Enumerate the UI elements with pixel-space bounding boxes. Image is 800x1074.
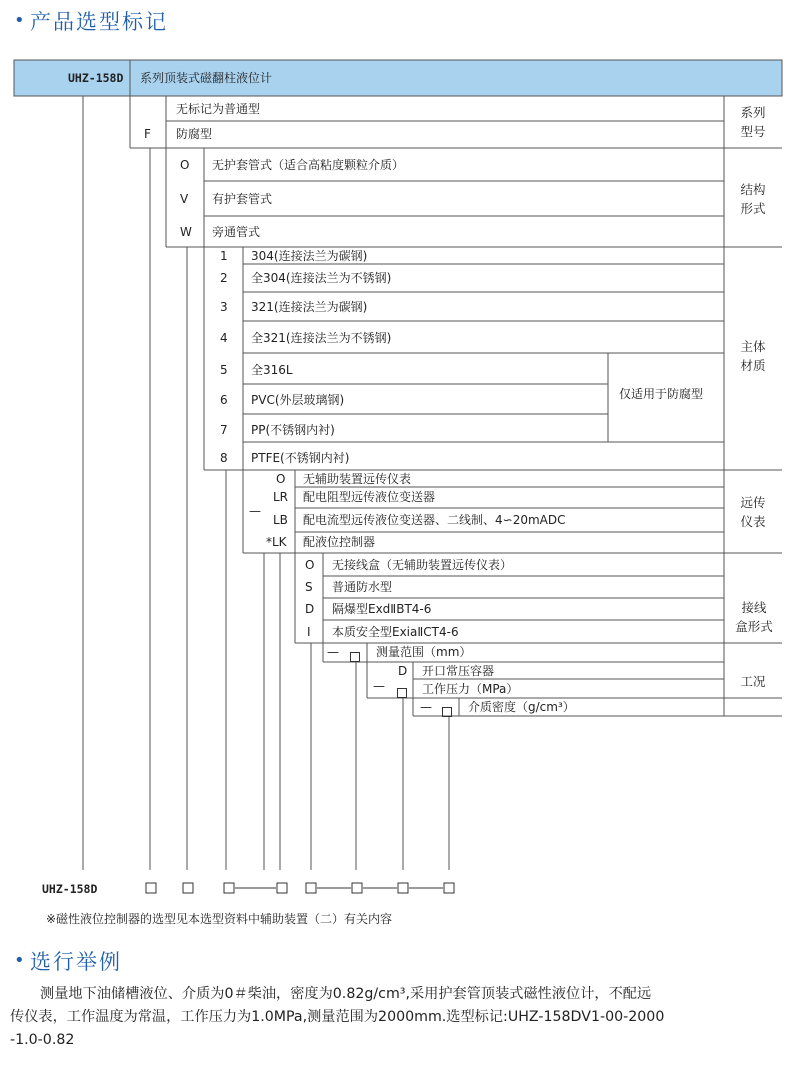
structure-row-text: 有护套管式 [212, 192, 273, 206]
slot-box [183, 883, 193, 893]
section-title-example: 选行举例 [30, 950, 122, 974]
material-anticorrosion-note: 仅适用于防腐型 [619, 387, 704, 401]
model-code-slots [0, 876, 800, 900]
material-row-code: 7 [220, 423, 228, 437]
remote-dash: — [249, 504, 261, 518]
material-row-text: 304(连接法兰为碳钢) [251, 249, 368, 263]
remote-side-label: 远传 仪表 [740, 495, 766, 529]
material-row-code: 4 [220, 331, 228, 345]
junction-row-code: I [307, 625, 311, 639]
condition-row-text: 开口常压容器 [422, 664, 495, 678]
material-row-code: 6 [220, 393, 228, 407]
condition-row-code: D [398, 664, 408, 678]
range-dash: — [327, 645, 339, 659]
junction-row-code: O [305, 558, 315, 572]
material-row-text: 全321(连接法兰为不锈钢) [251, 331, 392, 345]
section-bullet: • [14, 950, 25, 971]
remote-row-code: *LK [266, 535, 287, 549]
condition-dash: — [373, 679, 385, 693]
density-dash: — [420, 700, 432, 714]
structure-row-text: 旁通管式 [212, 225, 261, 239]
slot-box [398, 883, 408, 893]
slot-box [352, 883, 362, 893]
material-row-text: PP(不锈钢内衬) [251, 423, 335, 437]
example-line-2: 传仪表，工作温度为常温，工作压力为1.0MPa,测量范围为2000mm.选型标记:UHZ-158DV1-00-2000 [10, 1009, 665, 1025]
grid-lines [83, 96, 782, 870]
slot-box [277, 883, 287, 893]
remote-row-text: 配电阻型远传液位变送器 [303, 490, 436, 504]
footnote: ※磁性液位控制器的选型见本选型资料中辅助装置（二）有关内容 [46, 912, 393, 926]
material-row-code: 2 [220, 271, 228, 285]
example-line-1: 测量地下油储槽液位、介质为0＃柴油，密度为0.82g/cm³,采用护套管顶装式磁性液位计，不配远 [40, 986, 652, 1002]
section-title-selection: 产品选型标记 [30, 10, 168, 34]
material-row-text: PTFE(不锈钢内衬) [251, 451, 350, 465]
material-side-label: 主体 材质 [740, 339, 766, 373]
material-row-code: 3 [220, 300, 228, 314]
material-row-text: PVC(外层玻璃钢) [251, 393, 345, 407]
material-row-text: 全316L [251, 363, 293, 377]
range-input-box [350, 647, 360, 666]
slot-box [146, 883, 156, 893]
remote-row-text: 配液位控制器 [303, 535, 376, 549]
series-row-text: 防腐型 [176, 127, 213, 141]
remote-row-code: LR [273, 490, 289, 504]
header-bar [14, 60, 782, 96]
header-description: 系列顶装式磁翻柱液位计 [140, 71, 273, 85]
header-model-code: UHZ-158D [68, 71, 124, 85]
series-side-label: 系列 型号 [740, 105, 766, 139]
material-row-code: 5 [220, 363, 228, 377]
structure-row-code: W [180, 225, 192, 239]
remote-row-text: 无辅助装置远传仪表 [303, 472, 412, 486]
junction-row-code: S [305, 580, 313, 594]
condition-side-label: 工况 [740, 674, 766, 689]
structure-side-label: 结构 形式 [740, 182, 766, 216]
remote-row-code: LB [273, 513, 288, 527]
remote-row-code: O [276, 472, 286, 486]
footer-model-code: UHZ-158D [42, 882, 98, 896]
density-text: 介质密度（g/cm³） [468, 700, 575, 714]
junction-row-text: 普通防水型 [332, 580, 393, 594]
example-line-3: -1.0-0.82 [10, 1032, 75, 1048]
section-bullet: • [14, 10, 25, 31]
range-text: 测量范围（mm） [376, 645, 472, 659]
slot-box [306, 883, 316, 893]
structure-row-code: O [180, 158, 190, 172]
junction-side-label: 接线 盒形式 [735, 600, 773, 634]
slot-box [444, 883, 454, 893]
structure-row-code: V [180, 192, 189, 206]
condition-pressure-box [397, 683, 407, 702]
condition-row-text: 工作压力（MPa） [422, 682, 519, 696]
series-row-standard: 无标记为普通型 [176, 102, 261, 116]
junction-row-code: D [305, 602, 315, 616]
slot-box [224, 883, 234, 893]
structure-row-text: 无护套管式（适合高粘度颗粒介质） [212, 158, 405, 172]
junction-row-text: 隔爆型ExdⅡBT4-6 [332, 602, 432, 616]
remote-row-text: 配电流型远传液位变送器、二线制、4∽20mADC [303, 513, 566, 527]
series-row-code: F [144, 127, 151, 141]
junction-row-text: 本质安全型ExiaⅡCT4-6 [332, 625, 459, 639]
material-row-code: 1 [220, 249, 228, 263]
material-row-text: 321(连接法兰为碳钢) [251, 300, 368, 314]
material-row-text: 全304(连接法兰为不锈钢) [251, 271, 392, 285]
density-input-box [442, 702, 452, 721]
junction-row-text: 无接线盒（无辅助装置远传仪表） [332, 558, 513, 572]
material-row-code: 8 [220, 451, 228, 465]
